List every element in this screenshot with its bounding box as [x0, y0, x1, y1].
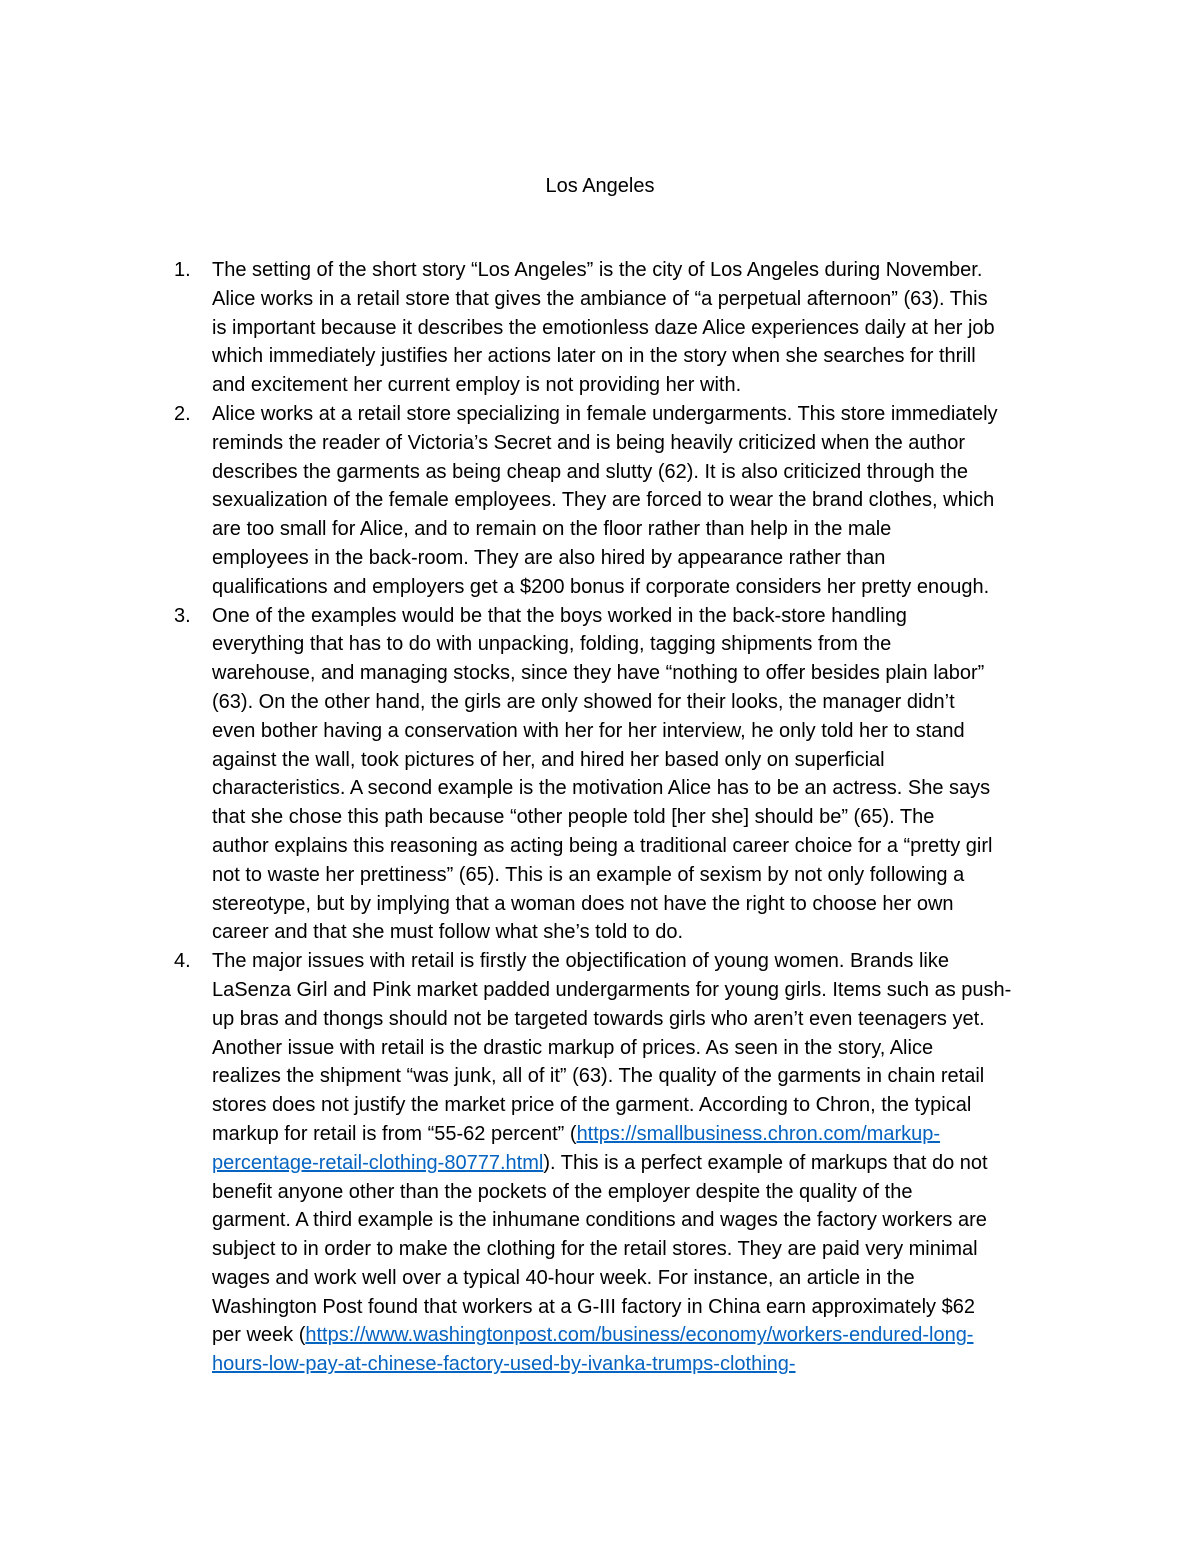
text-fragment: per week (	[212, 1324, 306, 1347]
text-line: up bras and thongs should not be targeted towards girls who aren’t even teenagers yet.	[212, 1007, 985, 1030]
list-item	[174, 947, 1072, 1379]
text-line: that she chose this path because “other people told [her she] should be” (65). The	[212, 806, 935, 829]
text-line: The major issues with retail is firstly the objectification of young women. Brands like	[212, 950, 949, 973]
list-number: 4.	[174, 950, 191, 973]
text-line: characteristics. A second example is the motivation Alice has to be an actress. She says	[212, 777, 991, 800]
washington-post-link-continued[interactable]: hours-low-pay-at-chinese-factory-used-by-ivanka-trumps-clothing-	[212, 1353, 796, 1376]
text-fragment: ). This is a perfect example of markups that do not	[543, 1151, 988, 1174]
text-line: Alice works in a retail store that gives the ambiance of “a perpetual afternoon” (63). This	[212, 287, 988, 310]
list-item	[174, 256, 1072, 400]
washington-post-link[interactable]: https://www.washingtonpost.com/business/economy/workers-endured-long-	[305, 1324, 974, 1347]
text-line: subject to in order to make the clothing for the retail stores. They are paid very minimal	[212, 1238, 978, 1261]
text-line: author explains this reasoning as acting being a traditional career choice for a “pretty girl	[212, 834, 993, 857]
text-line: realizes the shipment “was junk, all of it” (63). The quality of the garments in chain retail	[212, 1065, 985, 1088]
text-line: describes the garments as being cheap and slutty (62). It is also criticized through the	[212, 460, 968, 483]
text-line: and excitement her current employ is not providing her with.	[212, 374, 742, 397]
text-line: One of the examples would be that the boys worked in the back-store handling	[212, 604, 907, 627]
list-item	[174, 602, 1072, 948]
text-line: stores does not justify the market price of the garment. According to Chron, the typical	[212, 1094, 972, 1117]
text-line: sexualization of the female employees. They are forced to wear the brand clothes, which	[212, 489, 995, 512]
text-line: everything that has to do with unpacking, folding, tagging shipments from the	[212, 633, 892, 656]
text-line: even bother having a conservation with her for her interview, he only told her to stand	[212, 719, 965, 742]
text-fragment: markup for retail is from “55-62 percent” (	[212, 1122, 577, 1145]
list-number: 1.	[174, 259, 191, 281]
text-line	[212, 1120, 1072, 1149]
text-line: The setting of the short story “Los Angeles” is the city of Los Angeles during November.	[212, 259, 983, 281]
text-line: not to waste her prettiness” (65). This is an example of sexism by not only following a	[212, 863, 965, 886]
text-line: are too small for Alice, and to remain on the floor rather than help in the male	[212, 518, 892, 541]
text-line: which immediately justifies her actions later on in the story when she searches for thrill	[212, 345, 976, 368]
text-line: Washington Post found that workers at a G-III factory in China earn approximately $62	[212, 1295, 975, 1318]
text-line: warehouse, and managing stocks, since they have “nothing to offer besides plain labor”	[212, 662, 985, 685]
text-line: Another issue with retail is the drastic markup of prices. As seen in the story, Alice	[212, 1036, 934, 1059]
text-line	[212, 1350, 1072, 1379]
text-line: reminds the reader of Victoria’s Secret and is being heavily criticized when the author	[212, 431, 965, 454]
list-number: 3.	[174, 604, 191, 627]
text-line: LaSenza Girl and Pink market padded undergarments for young girls. Items such as push-	[212, 978, 1012, 1001]
text-line: benefit anyone other than the pockets of the employer despite the quality of the	[212, 1180, 913, 1203]
text-line: stereotype, but by implying that a woman does not have the right to choose her own	[212, 892, 954, 915]
text-line: is important because it describes the emotionless daze Alice experiences daily at her job	[212, 316, 995, 339]
text-line	[212, 1149, 1072, 1178]
list-number: 2.	[174, 402, 191, 425]
page-title: Los Angeles	[545, 175, 655, 197]
text-line: (63). On the other hand, the girls are only showed for their looks, the manager didn’t	[212, 690, 955, 713]
text-line	[212, 1321, 1072, 1350]
chron-link-continued[interactable]: percentage-retail-clothing-80777.html	[212, 1151, 544, 1174]
answer-list	[174, 256, 1072, 1379]
text-line: wages and work well over a typical 40-hour week. For instance, an article in the	[212, 1266, 915, 1289]
text-line: against the wall, took pictures of her, and hired her based only on superficial	[212, 748, 885, 771]
text-line: garment. A third example is the inhumane conditions and wages the factory workers are	[212, 1209, 987, 1232]
text-line: employees in the back-room. They are also hired by appearance rather than	[212, 546, 886, 569]
list-item	[174, 400, 1072, 602]
text-line: Alice works at a retail store specializing in female undergarments. This store immediately	[212, 402, 998, 425]
chron-link[interactable]: https://smallbusiness.chron.com/markup-	[576, 1122, 941, 1145]
text-line: qualifications and employers get a $200 bonus if corporate considers her pretty enough.	[212, 575, 990, 598]
text-line: career and that she must follow what she’s told to do.	[212, 921, 684, 944]
